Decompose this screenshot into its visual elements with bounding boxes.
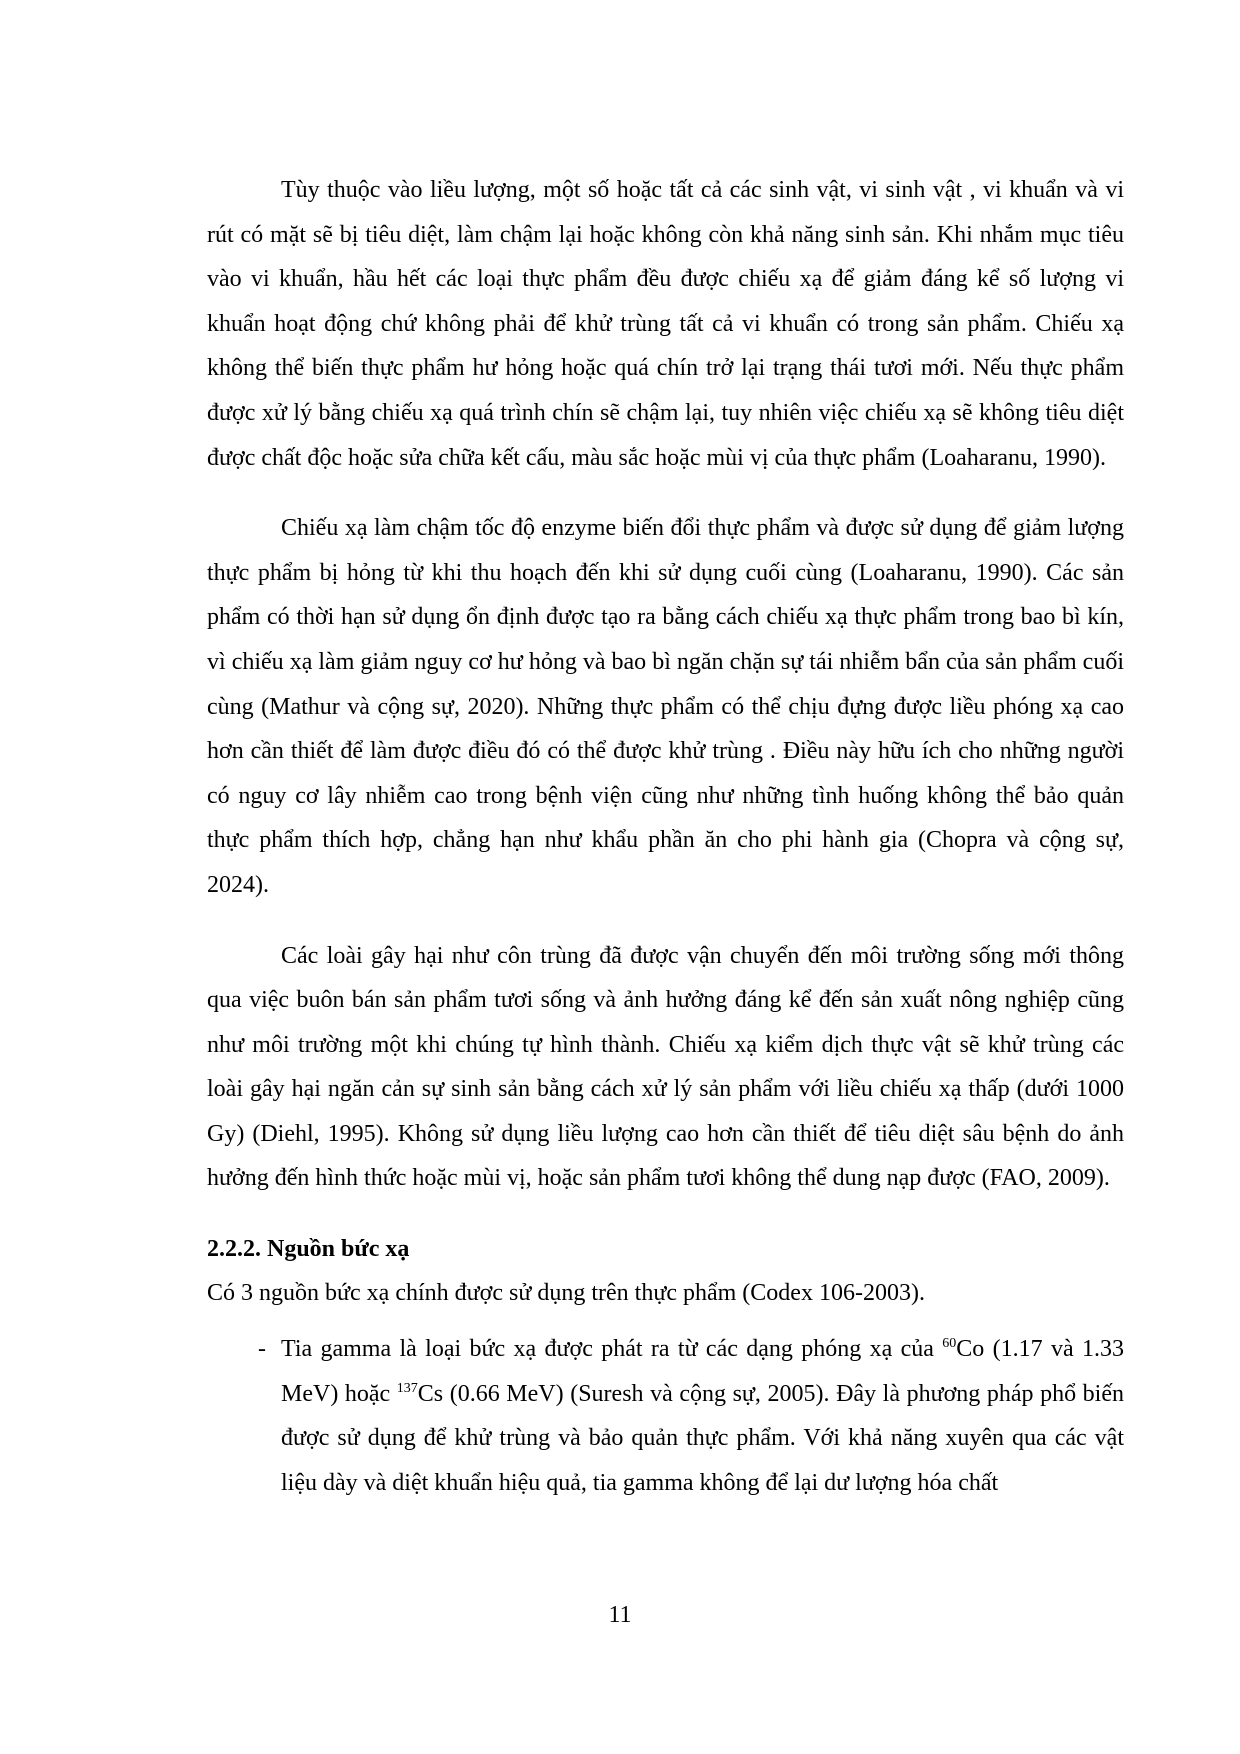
bullet-item-gamma	[207, 1327, 1124, 1505]
bullet-text-part-2: Co (1.17 và 1.33 MeV) hoặc	[281, 1336, 1124, 1407]
bullet-text	[281, 1327, 1124, 1505]
superscript-60: 60	[942, 1336, 957, 1352]
bullet-text-part-3: Cs (0.66 MeV) (Suresh và cộng sự, 2005). Đây là phương pháp phổ biến được sử dụng để khử trùng và bảo quản thực phẩm. Với khả năng xuyên qua các vật liệu dày và diệt khuẩn hiệu quả, tia gamma không để lại dư lượng hóa chất	[281, 1380, 1124, 1496]
body-paragraph-3: Các loài gây hại như côn trùng đã được vận chuyển đến môi trường sống mới thông qua việc buôn bán sản phẩm tươi sống và ảnh hưởng đáng kể đến sản xuất nông nghiệp cũng như môi trường một khi chúng tự hình thành. Chiếu xạ kiểm dịch thực vật sẽ khử trùng các loài gây hại ngăn cản sự sinh sản bằng cách xử lý sản phẩm với liều chiếu xạ thấp (dưới 1000 Gy) (Diehl, 1995). Không sử dụng liều lượng cao hơn cần thiết để tiêu diệt sâu bệnh do ảnh hưởng đến hình thức hoặc mùi vị, hoặc sản phẩm tươi không thể dung nạp được (FAO, 2009).	[207, 942, 1124, 1192]
superscript-137: 137	[396, 1380, 418, 1396]
page-body	[207, 168, 1124, 1505]
section-heading: 2.2.2. Nguồn bức xạ	[207, 1236, 410, 1263]
section-intro: Có 3 nguồn bức xạ chính được sử dụng trên thực phẩm (Codex 106-2003).	[207, 1280, 925, 1307]
bullet-marker: -	[258, 1336, 266, 1363]
body-paragraph-2: Chiếu xạ làm chậm tốc độ enzyme biến đổi thực phẩm và được sử dụng để giảm lượng thực phẩm bị hỏng từ khi thu hoạch đến khi sử dụng cuối cùng (Loaharanu, 1990). Các sản phẩm có thời hạn sử dụng ổn định được tạo ra bằng cách chiếu xạ thực phẩm trong bao bì kín, vì chiếu xạ làm giảm nguy cơ hư hỏng và bao bì ngăn chặn sự tái nhiễm bẩn của sản phẩm cuối cùng (Mathur và cộng sự, 2020). Những thực phẩm có thể chịu đựng được liều phóng xạ cao hơn cần thiết để làm được điều đó có thể được khử trùng . Điều này hữu ích cho những người có nguy cơ lây nhiễm cao trong bệnh viện cũng như những tình huống không thể bảo quản thực phẩm thích hợp, chẳng hạn như khẩu phần ăn cho phi hành gia (Chopra và cộng sự, 2024).	[207, 515, 1124, 898]
body-paragraph-1: Tùy thuộc vào liều lượng, một số hoặc tất cả các sinh vật, vi sinh vật , vi khuẩn và vi rút có mặt sẽ bị tiêu diệt, làm chậm lại hoặc không còn khả năng sinh sản. Khi nhắm mục tiêu vào vi khuẩn, hầu hết các loại thực phẩm đều được chiếu xạ để giảm đáng kể số lượng vi khuẩn hoạt động chứ không phải để khử trùng tất cả vi khuẩn có trong sản phẩm. Chiếu xạ không thể biến thực phẩm hư hỏng hoặc quá chín trở lại trạng thái tươi mới. Nếu thực phẩm được xử lý bằng chiếu xạ quá trình chín sẽ chậm lại, tuy nhiên việc chiếu xạ sẽ không tiêu diệt được chất độc hoặc sửa chữa kết cấu, màu sắc hoặc mùi vị của thực phẩm (Loaharanu, 1990).	[207, 177, 1124, 471]
bullet-text-part-1: Tia gamma là loại bức xạ được phát ra từ các dạng phóng xạ của	[281, 1336, 943, 1363]
page-number: 11	[608, 1602, 632, 1628]
